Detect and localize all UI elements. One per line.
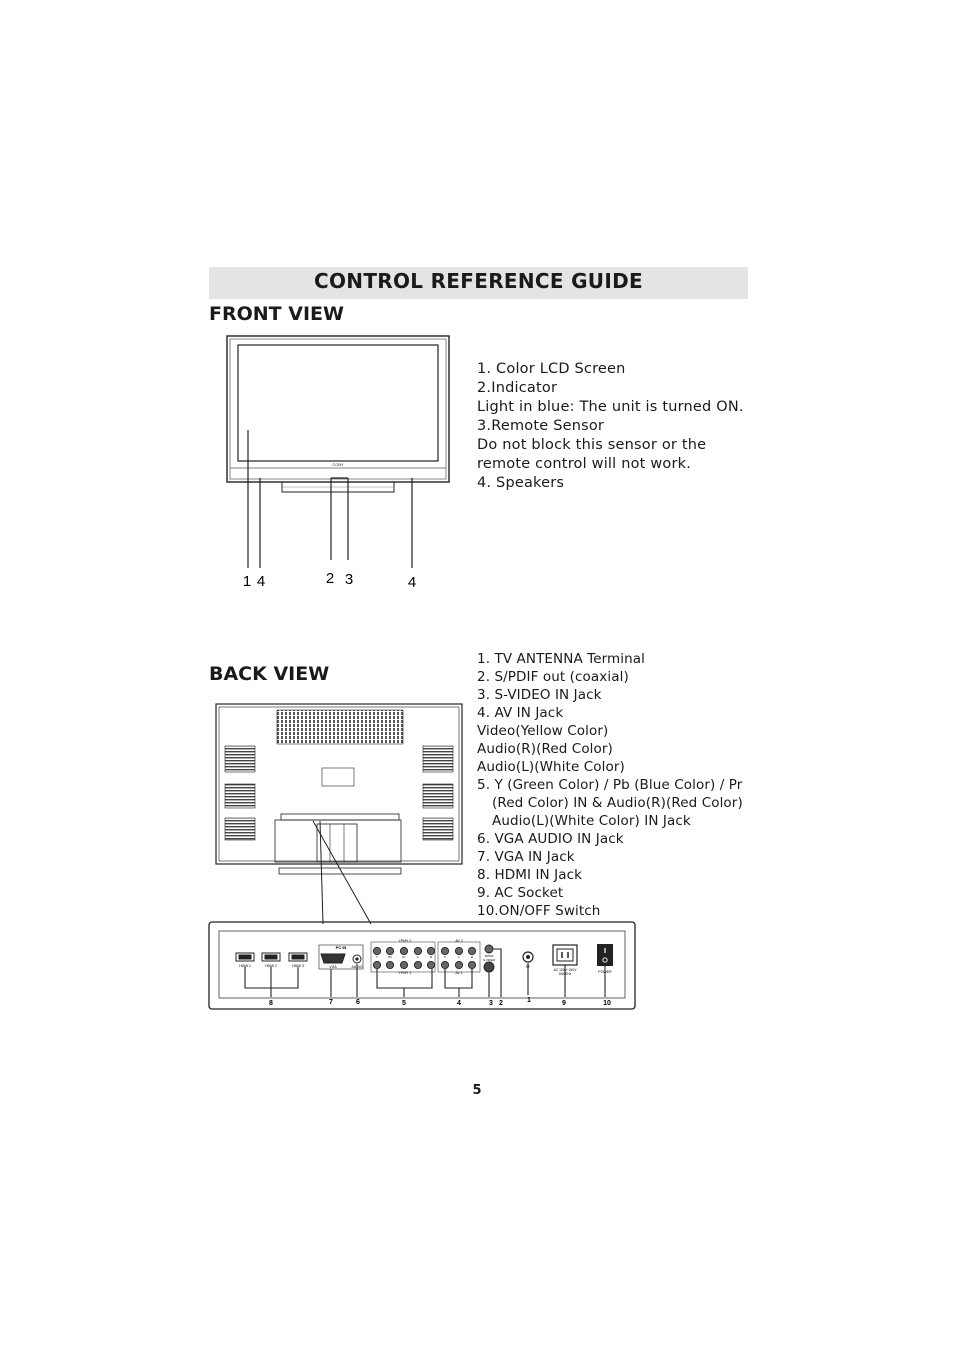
front-callout-4a: 4 [256,573,266,590]
page-number: 5 [472,1083,482,1098]
back-item: 8. HDMI IN Jack [477,867,583,883]
panel-callout-9: 9 [562,1000,566,1007]
jack-label: Y [375,955,379,959]
back-item: 5. Y (Green Color) / Pb (Blue Color) / Pr [477,777,743,793]
panel-callout-1: 1 [527,997,531,1004]
panel-callout-10: 10 [603,1000,611,1007]
vga-label: VGA [329,965,337,969]
back-item: Audio(L)(White Color) IN Jack [492,813,691,829]
back-view-heading: BACK VIEW [209,663,330,685]
tv-back-illustration [216,704,462,874]
panel-callout-2: 2 [499,1000,503,1007]
connector-panel-diagram [205,918,640,1013]
back-view-legend [477,650,743,920]
front-callout-1: 1 [242,573,252,590]
ac-label: AC 100V~240V [553,968,577,972]
back-item: Video(Yellow Color) [477,723,609,739]
front-item: 1. Color LCD Screen [477,361,626,377]
jack-label: L [458,955,460,959]
front-callout-4b: 4 [407,574,417,591]
back-item: Audio(R)(Red Color) [477,741,613,757]
back-item: 7. VGA IN Jack [477,849,575,865]
back-item: 2. S/PDIF out (coaxial) [477,669,629,685]
ac-label-2: 50/60Hz [558,972,572,976]
audio-label: AUDIO [351,965,363,969]
ypbpr2-label: YPbPr 2 [398,939,412,943]
vga-port-icon [321,954,345,963]
pc-in-label: PC IN [335,945,347,950]
jack-label: R [470,955,474,959]
back-item: (Red Color) IN & Audio(R)(Red Color) [492,795,743,811]
page-title: CONTROL REFERENCE GUIDE [314,269,643,293]
front-view-heading: FRONT VIEW [209,303,344,325]
jack-label: Pr [402,955,406,959]
jack-label: V [443,955,447,959]
hdmi3-label: HDMI 3 [292,964,304,968]
front-view-legend [477,360,744,493]
back-item: 9. AC Socket [477,885,564,901]
front-item: Do not block this sensor or the [477,437,707,453]
panel-callout-7: 7 [329,999,333,1006]
panel-callout-5: 5 [402,1000,406,1007]
hdmi-ports [236,953,307,961]
jack-label: R [429,955,433,959]
back-item: 4. AV IN Jack [477,705,564,721]
panel-callout-3: 3 [489,1000,493,1007]
back-item: 6. VGA AUDIO IN Jack [477,831,624,847]
front-item: 4. Speakers [477,475,565,491]
front-callout-3: 3 [344,571,354,588]
power-switch-icon [597,944,613,966]
panel-callout-8: 8 [269,1000,273,1007]
front-callout-2: 2 [325,570,335,587]
back-item: 10.ON/OFF Switch [477,903,601,919]
jack-label: Pb [388,955,392,959]
back-view-diagram [205,700,475,930]
hdmi2-label: HDMI 2 [265,964,277,968]
panel-callout-6: 6 [356,999,360,1006]
front-view-diagram [220,330,470,600]
svideo-port-icon [484,962,494,972]
svideo-label: S-VIDEO [482,958,496,962]
front-item: 3.Remote Sensor [477,418,605,434]
front-item: Light in blue: The unit is turned ON. [477,399,744,415]
panel-callout-4: 4 [457,1000,461,1007]
av2-label: AV 2 [455,939,463,943]
spdif-label: SPDIF [484,954,494,958]
tv-front-illustration [227,336,449,492]
ypbpr1-label: YPbPr 1 [398,971,412,975]
hdmi1-label: HDMI 1 [239,964,251,968]
power-label: POWER [598,970,612,974]
front-item: 2.Indicator [477,380,558,396]
back-item: Audio(L)(White Color) [477,759,625,775]
spdif-jack-icon [485,945,493,953]
av1-label: AV 1 [455,971,463,975]
front-item: remote control will not work. [477,456,692,472]
jack-label: L [417,955,419,959]
back-item: 3. S-VIDEO IN Jack [477,687,602,703]
back-item: 1. TV ANTENNA Terminal [477,651,646,667]
rf-label: RF [525,965,531,969]
brand-mark: COBY [332,462,344,467]
